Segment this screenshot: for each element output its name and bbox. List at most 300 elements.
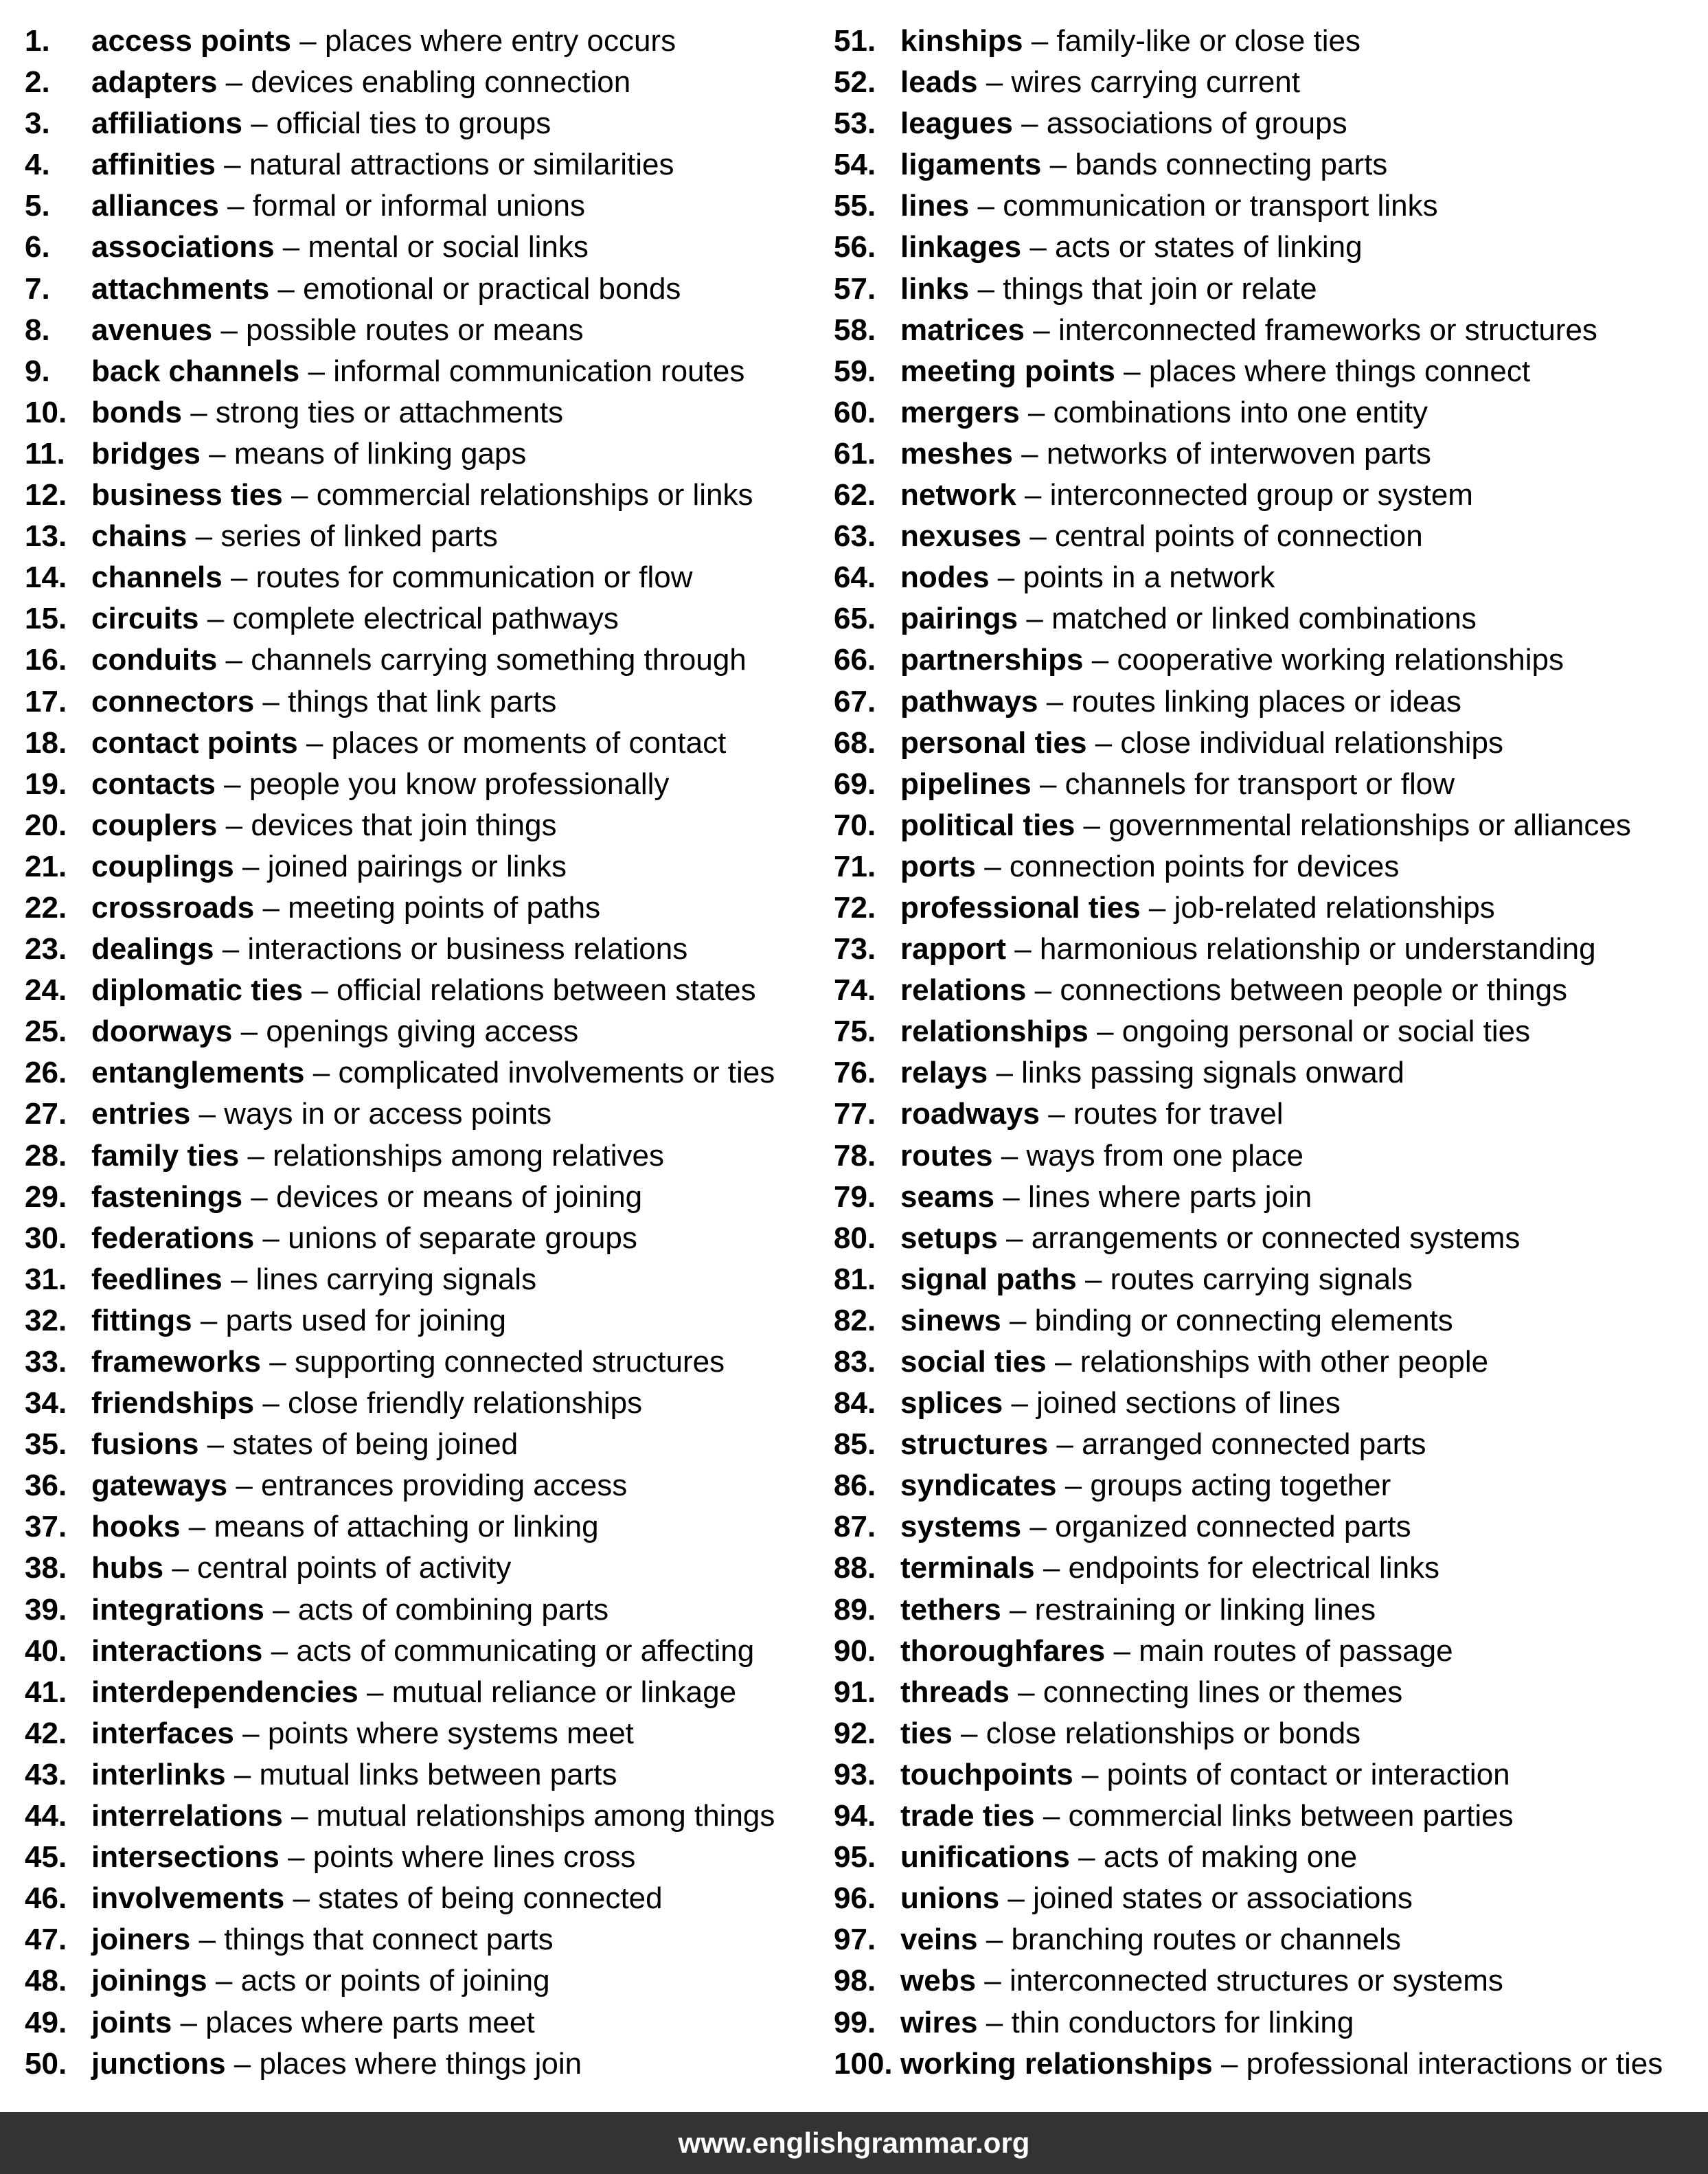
entry-number: 88. [834, 1551, 876, 1585]
entry-definition: mental or social links [308, 230, 589, 264]
list-item [834, 310, 1699, 351]
entry-text [91, 1672, 736, 1713]
list-item [25, 1589, 815, 1631]
list-item [834, 1960, 1699, 2002]
entry-number: 36. [25, 1469, 67, 1503]
entry-text [900, 62, 1300, 103]
list-item [25, 2043, 815, 2085]
entry-number: 81. [834, 1262, 876, 1296]
entry-definition: endpoints for electrical links [1068, 1551, 1440, 1585]
entry-term: frameworks [91, 1345, 262, 1379]
entry-definition: interactions or business relations [247, 932, 688, 966]
list-item [25, 598, 815, 639]
entry-definition: things that join or relate [1003, 271, 1317, 306]
entry-text [91, 1011, 578, 1052]
entry-term: relationships [900, 1015, 1089, 1049]
entry-definition: meeting points of paths [288, 890, 601, 925]
entry-number: 69. [834, 767, 876, 801]
entry-definition: things that connect parts [224, 1923, 554, 1957]
entry-number: 25. [25, 1015, 67, 1049]
entry-number: 19. [25, 767, 67, 801]
list-item [834, 1754, 1699, 1796]
entry-term: gateways [91, 1469, 228, 1503]
entry-number: 11. [25, 436, 65, 471]
entry-term: interfaces [91, 1716, 234, 1750]
entry-definition: cooperative working relationships [1117, 643, 1564, 677]
entry-term: social ties [900, 1345, 1047, 1379]
entry-text [900, 351, 1530, 392]
entry-term: crossroads [91, 890, 255, 925]
entry-definition: means of linking gaps [234, 436, 527, 471]
entry-definition: lines carrying signals [255, 1262, 537, 1296]
list-item [834, 103, 1699, 144]
entry-term: terminals [900, 1551, 1035, 1585]
entry-term: connectors [91, 684, 255, 718]
entry-number: 96. [834, 1881, 876, 1916]
list-item [834, 1548, 1699, 1589]
entry-text [91, 846, 567, 887]
entry-separator: – [218, 189, 253, 223]
list-item [25, 846, 815, 887]
list-item [25, 1052, 815, 1094]
entry-text [91, 1383, 642, 1424]
entry-definition: acts of making one [1103, 1840, 1358, 1875]
entry-definition: networks of interwoven parts [1046, 436, 1431, 471]
entry-text [900, 1506, 1411, 1548]
entry-definition: relationships with other people [1080, 1345, 1489, 1379]
entry-term: political ties [900, 808, 1075, 842]
entry-text [900, 639, 1564, 681]
entry-number: 18. [25, 725, 67, 760]
entry-definition: arrangements or connected systems [1031, 1221, 1521, 1255]
entry-term: channels [91, 561, 223, 595]
list-item [25, 1754, 815, 1796]
entry-text [91, 1300, 506, 1341]
entry-separator: – [1023, 24, 1057, 58]
entry-text [900, 1259, 1413, 1300]
entry-definition: job-related relationships [1174, 890, 1495, 925]
entry-term: leads [900, 65, 978, 100]
entry-separator: – [1048, 1427, 1082, 1462]
entry-text [900, 970, 1567, 1011]
entry-number: 44. [25, 1799, 67, 1833]
entry-separator: – [190, 1097, 225, 1131]
entry-term: unions [900, 1881, 1000, 1916]
entry-definition: ongoing personal or social ties [1121, 1015, 1531, 1049]
entry-separator: – [262, 1633, 297, 1668]
entry-number: 35. [25, 1427, 67, 1462]
list-item [834, 475, 1699, 516]
entry-number: 26. [25, 1056, 67, 1090]
entry-text [900, 1424, 1426, 1465]
entry-separator: – [976, 1964, 1010, 1998]
entry-number: 93. [834, 1757, 876, 1791]
entry-separator: – [217, 808, 251, 842]
list-item [834, 764, 1699, 805]
entry-separator: – [291, 24, 325, 58]
entry-definition: natural attractions or similarities [249, 148, 674, 182]
entry-separator: – [1018, 602, 1052, 636]
entry-term: conduits [91, 643, 218, 677]
entry-term: ties [900, 1716, 953, 1750]
list-item [25, 1383, 815, 1424]
entry-definition: means of attaching or linking [214, 1510, 599, 1544]
list-item [25, 1713, 815, 1754]
entry-definition: points of contact or interaction [1106, 1757, 1510, 1791]
entry-number: 1. [25, 24, 50, 58]
entry-term: diplomatic ties [91, 973, 304, 1008]
entry-text [900, 516, 1423, 557]
entry-text [900, 1631, 1453, 1672]
entry-number: 74. [834, 973, 876, 1008]
list-item [834, 1424, 1699, 1465]
entry-separator: – [1009, 1675, 1043, 1709]
entry-separator: – [1016, 478, 1050, 512]
entry-text [91, 1631, 754, 1672]
entry-text [900, 1135, 1303, 1177]
entry-number: 32. [25, 1303, 67, 1337]
entry-separator: – [234, 849, 268, 883]
entry-separator: – [304, 1056, 339, 1090]
footer-website-link[interactable]: www.englishgrammar.org [678, 2127, 1030, 2159]
entry-number: 54. [834, 148, 876, 182]
entry-term: structures [900, 1427, 1049, 1462]
entry-term: junctions [91, 2046, 226, 2081]
entry-term: chains [91, 519, 187, 554]
entry-separator: – [1006, 932, 1040, 966]
entry-term: doorways [91, 1015, 233, 1049]
entry-text [91, 1960, 550, 2002]
list-item [25, 516, 815, 557]
list-item [25, 392, 815, 433]
entry-text [900, 1218, 1520, 1259]
entry-number: 98. [834, 1964, 876, 1998]
entry-term: signal paths [900, 1262, 1077, 1296]
entry-definition: matched or linked combinations [1051, 602, 1477, 636]
list-item [834, 516, 1699, 557]
entry-separator: – [181, 395, 216, 429]
entry-definition: close individual relationships [1120, 725, 1504, 760]
entry-text [91, 764, 669, 805]
entry-separator: – [254, 890, 288, 925]
entry-number: 3. [25, 106, 50, 141]
entry-definition: restraining or linking lines [1034, 1592, 1376, 1627]
entry-text [91, 805, 556, 846]
entry-definition: unions of separate groups [288, 1221, 637, 1255]
entry-term: ports [900, 849, 976, 883]
entry-number: 70. [834, 808, 876, 842]
entry-term: circuits [91, 602, 199, 636]
list-item [25, 351, 815, 392]
entry-term: joinings [91, 1964, 207, 1998]
entry-number: 59. [834, 354, 876, 388]
entry-text [91, 970, 756, 1011]
list-item [834, 2043, 1699, 2085]
entry-definition: channels carrying something through [251, 643, 747, 677]
entry-text [91, 516, 498, 557]
entry-term: friendships [91, 1386, 255, 1420]
entry-definition: combinations into one entity [1053, 395, 1428, 429]
entry-separator: – [274, 230, 308, 264]
entry-text [900, 269, 1317, 310]
entry-definition: emotional or practical bonds [303, 271, 681, 306]
list-item [25, 62, 815, 103]
entry-definition: devices enabling connection [251, 65, 631, 100]
entry-text [91, 557, 692, 598]
entry-number: 12. [25, 478, 67, 512]
entry-text [91, 269, 681, 310]
footer-bar [0, 2112, 1708, 2174]
entry-text [91, 1589, 608, 1631]
list-item [834, 1506, 1699, 1548]
list-item [834, 433, 1699, 475]
list-item [25, 144, 815, 185]
entry-separator: – [215, 148, 249, 182]
entry-text [91, 1424, 518, 1465]
entry-separator: – [358, 1675, 392, 1709]
list-item [834, 639, 1699, 681]
entry-separator: – [976, 849, 1010, 883]
entry-separator: – [992, 1138, 1027, 1173]
entry-number: 77. [834, 1097, 876, 1131]
entry-number: 33. [25, 1345, 67, 1379]
entry-definition: supporting connected structures [294, 1345, 725, 1379]
entry-separator: – [1034, 1551, 1069, 1585]
entry-separator: – [969, 189, 1003, 223]
entry-term: contacts [91, 767, 216, 801]
list-item [834, 1218, 1699, 1259]
entry-separator: – [1021, 1510, 1056, 1544]
entry-text [91, 598, 619, 639]
entry-term: business ties [91, 478, 283, 512]
entry-separator: – [232, 1015, 266, 1049]
entry-number: 34. [25, 1386, 67, 1420]
list-item [25, 970, 815, 1011]
entry-separator: – [279, 1840, 313, 1875]
entry-separator: – [1075, 808, 1109, 842]
entry-term: access points [91, 24, 292, 58]
entry-separator: – [214, 932, 248, 966]
entry-number: 37. [25, 1510, 67, 1544]
entry-term: fittings [91, 1303, 192, 1337]
entry-number: 72. [834, 890, 876, 925]
entry-separator: – [217, 643, 251, 677]
entry-number: 49. [25, 2005, 67, 2039]
list-item [834, 1383, 1699, 1424]
entry-definition: family-like or close ties [1056, 24, 1360, 58]
entry-term: nexuses [900, 519, 1022, 554]
entry-text [900, 1878, 1413, 1919]
entry-term: relations [900, 973, 1027, 1008]
entry-term: wires [900, 2005, 978, 2039]
entry-text [91, 392, 563, 433]
list-item [834, 227, 1699, 268]
entry-number: 7. [25, 271, 50, 306]
list-item [25, 1960, 815, 2002]
entry-number: 85. [834, 1427, 876, 1462]
entry-text [91, 887, 600, 929]
entry-number: 79. [834, 1179, 876, 1214]
entry-definition: associations of groups [1046, 106, 1347, 141]
entry-separator: – [172, 2005, 206, 2039]
entry-definition: main routes of passage [1139, 1633, 1453, 1668]
entry-definition: routes for travel [1073, 1097, 1284, 1131]
entry-separator: – [198, 602, 233, 636]
entry-text [900, 392, 1428, 433]
entry-separator: – [1021, 519, 1056, 554]
list-item [834, 1631, 1699, 1672]
entry-term: interactions [91, 1633, 263, 1668]
entry-text [900, 887, 1495, 929]
entry-separator: – [999, 1881, 1034, 1916]
entry-text [900, 103, 1347, 144]
entry-separator: – [1105, 1633, 1139, 1668]
entry-separator: – [299, 354, 334, 388]
list-item [834, 970, 1699, 1011]
entry-definition: harmonious relationship or understanding [1039, 932, 1596, 966]
entry-term: joints [91, 2005, 172, 2039]
entry-term: hubs [91, 1551, 164, 1585]
entry-separator: – [239, 1138, 273, 1173]
entry-definition: commercial relationships or links [316, 478, 753, 512]
entry-number: 75. [834, 1015, 876, 1049]
entry-definition: mutual relationships among things [316, 1799, 775, 1833]
entry-term: systems [900, 1510, 1022, 1544]
list-item [25, 185, 815, 227]
entry-term: couplings [91, 849, 234, 883]
entry-separator: – [1046, 1345, 1080, 1379]
entry-number: 48. [25, 1964, 67, 1998]
list-column-left [25, 21, 815, 2085]
list-item [25, 1506, 815, 1548]
entry-definition: binding or connecting elements [1034, 1303, 1453, 1337]
entry-term: avenues [91, 313, 213, 347]
list-item [834, 1300, 1699, 1341]
entry-text [900, 1094, 1284, 1135]
entry-definition: interconnected frameworks or structures [1058, 313, 1597, 347]
entry-term: interrelations [91, 1799, 283, 1833]
entry-number: 91. [834, 1675, 876, 1709]
entry-separator: – [303, 973, 337, 1008]
list-item [25, 929, 815, 970]
entry-definition: points in a network [1023, 561, 1275, 595]
entry-number: 40. [25, 1633, 67, 1668]
entry-term: veins [900, 1923, 978, 1957]
entry-definition: entrances providing access [261, 1469, 628, 1503]
entry-number: 46. [25, 1881, 67, 1916]
entry-text [900, 929, 1596, 970]
list-item [25, 639, 815, 681]
entry-term: dealings [91, 932, 214, 966]
entry-text [91, 2002, 535, 2043]
entry-number: 23. [25, 932, 67, 966]
entry-term: hooks [91, 1510, 181, 1544]
entry-definition: commercial links between parties [1068, 1799, 1514, 1833]
entry-separator: – [254, 1386, 288, 1420]
entry-text [91, 639, 747, 681]
entry-number: 87. [834, 1510, 876, 1544]
entry-number: 15. [25, 602, 67, 636]
entry-term: routes [900, 1138, 993, 1173]
entry-separator: – [212, 313, 247, 347]
entry-number: 14. [25, 561, 67, 595]
entry-number: 99. [834, 2005, 876, 2039]
list-item [834, 929, 1699, 970]
entry-text [900, 2002, 1354, 2043]
list-item [834, 269, 1699, 310]
entry-definition: connections between people or things [1060, 973, 1568, 1008]
entry-term: fusions [91, 1427, 199, 1462]
entry-number: 30. [25, 1221, 67, 1255]
entry-term: links [900, 271, 970, 306]
entry-definition: links passing signals onward [1021, 1056, 1404, 1090]
entry-number: 21. [25, 849, 67, 883]
entry-text [91, 1919, 554, 1960]
entry-text [900, 1837, 1357, 1878]
entry-text [900, 1465, 1391, 1506]
entry-number: 57. [834, 271, 876, 306]
entry-text [900, 185, 1438, 227]
entry-definition: ways from one place [1026, 1138, 1303, 1173]
entry-number: 76. [834, 1056, 876, 1090]
entry-separator: – [192, 1303, 226, 1337]
entry-text [900, 598, 1477, 639]
list-item [834, 1177, 1699, 1218]
entry-definition: places where parts meet [205, 2005, 535, 2039]
list-item [834, 557, 1699, 598]
entry-number: 24. [25, 973, 67, 1008]
entry-term: entanglements [91, 1056, 305, 1090]
entry-number: 67. [834, 684, 876, 718]
entry-definition: points where systems meet [267, 1716, 634, 1750]
entry-number: 62. [834, 478, 876, 512]
entry-number: 16. [25, 643, 67, 677]
entry-text [91, 475, 753, 516]
entry-term: interdependencies [91, 1675, 358, 1709]
entry-separator: – [977, 2005, 1012, 2039]
entry-term: back channels [91, 354, 300, 388]
list-item [25, 1218, 815, 1259]
entry-definition: interconnected group or system [1049, 478, 1473, 512]
list-item [834, 805, 1699, 846]
entry-text [91, 62, 630, 103]
entry-definition: formal or informal unions [252, 189, 586, 223]
entry-separator: – [1019, 395, 1054, 429]
list-item [25, 227, 815, 268]
list-item [834, 1672, 1699, 1713]
entry-separator: – [1031, 767, 1065, 801]
entry-term: intersections [91, 1840, 280, 1875]
entry-definition: informal communication routes [333, 354, 745, 388]
entry-text [900, 1300, 1453, 1341]
entry-separator: – [254, 1221, 288, 1255]
entry-text [900, 1754, 1510, 1796]
entry-separator: – [242, 106, 276, 141]
entry-term: trade ties [900, 1799, 1035, 1833]
entry-separator: – [269, 271, 304, 306]
entry-term: alliances [91, 189, 219, 223]
list-item [834, 1259, 1699, 1300]
list-item [25, 21, 815, 62]
entry-term: personal ties [900, 725, 1087, 760]
entry-text [900, 1177, 1312, 1218]
entry-text [900, 1589, 1376, 1631]
entry-number: 95. [834, 1840, 876, 1875]
entry-number: 94. [834, 1799, 876, 1833]
list-item [834, 681, 1699, 723]
entry-text [91, 1713, 634, 1754]
entry-text [900, 1341, 1488, 1383]
